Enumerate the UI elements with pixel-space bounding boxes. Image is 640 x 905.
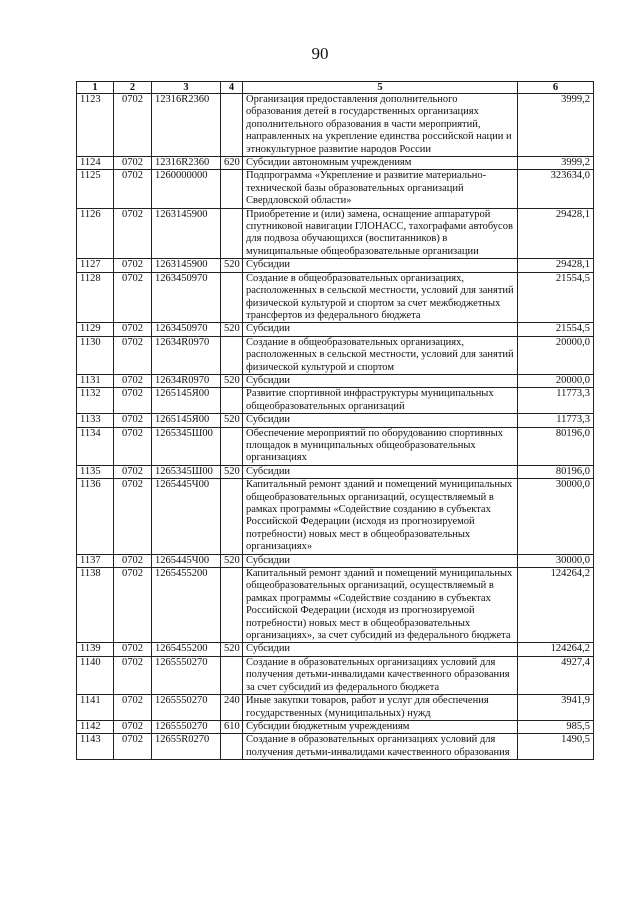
section-code-cell: 0702 [114, 720, 152, 733]
amount-cell: 30000,0 [518, 479, 594, 554]
item-name-cell: Субсидии бюджетным учреждениям [243, 720, 518, 733]
item-name-cell: Обеспечение мероприятий по оборудованию спортивных площадок в муниципальных общеобразовательных организациях [243, 427, 518, 465]
table-row [77, 259, 594, 272]
table-row [77, 643, 594, 656]
expense-kind-cell: 520 [221, 323, 243, 336]
table-row [77, 208, 594, 259]
target-article-cell: 1265550270 [152, 720, 221, 733]
section-code-cell: 0702 [114, 272, 152, 323]
amount-cell: 3999,2 [518, 157, 594, 170]
target-article-cell: 1265550270 [152, 695, 221, 721]
expense-kind-cell [221, 272, 243, 323]
target-article-cell: 1260000000 [152, 170, 221, 208]
section-code-cell: 0702 [114, 643, 152, 656]
row-number-cell: 1130 [77, 336, 114, 374]
target-article-cell: 1263450970 [152, 323, 221, 336]
table-row [77, 414, 594, 427]
row-number-cell: 1140 [77, 656, 114, 694]
item-name-cell: Субсидии [243, 374, 518, 387]
row-number-cell: 1136 [77, 479, 114, 554]
section-code-cell: 0702 [114, 388, 152, 414]
amount-cell: 124264,2 [518, 643, 594, 656]
item-name-cell: Создание в общеобразовательных организациях, расположенных в сельской местности, условий для занятий физической культурой и спортом за счет межбюджетных трансфертов из федерального бюджета [243, 272, 518, 323]
amount-cell: 21554,5 [518, 323, 594, 336]
section-code-cell: 0702 [114, 259, 152, 272]
section-code-cell: 0702 [114, 336, 152, 374]
expense-kind-cell: 520 [221, 643, 243, 656]
target-article-cell: 12634R0970 [152, 336, 221, 374]
target-article-cell: 1265345Ш00 [152, 427, 221, 465]
section-code-cell: 0702 [114, 374, 152, 387]
table-row [77, 734, 594, 760]
expense-kind-cell [221, 208, 243, 259]
expense-kind-cell [221, 427, 243, 465]
item-name-cell: Капитальный ремонт зданий и помещений муниципальных общеобразовательных организаций, осуществляемый в рамках программы «Содействие созданию в субъектах Российской Федерации (исходя из прогнозируемой потребности) новых мест в общеобразовательных организациях» [243, 479, 518, 554]
column-header: 5 [243, 82, 518, 94]
amount-cell: 29428,1 [518, 259, 594, 272]
section-code-cell: 0702 [114, 427, 152, 465]
table-row [77, 695, 594, 721]
target-article-cell: 1265455200 [152, 568, 221, 643]
expense-kind-cell: 520 [221, 374, 243, 387]
row-number-cell: 1132 [77, 388, 114, 414]
target-article-cell: 1265455200 [152, 643, 221, 656]
table-row [77, 554, 594, 567]
amount-cell: 20000,0 [518, 374, 594, 387]
row-number-cell: 1139 [77, 643, 114, 656]
item-name-cell: Развитие спортивной инфраструктуры муниципальных общеобразовательных организаций [243, 388, 518, 414]
amount-cell: 21554,5 [518, 272, 594, 323]
row-number-cell: 1125 [77, 170, 114, 208]
amount-cell: 1490,5 [518, 734, 594, 760]
section-code-cell: 0702 [114, 695, 152, 721]
row-number-cell: 1124 [77, 157, 114, 170]
row-number-cell: 1135 [77, 465, 114, 478]
amount-cell: 80196,0 [518, 427, 594, 465]
item-name-cell: Субсидии [243, 414, 518, 427]
expense-kind-cell: 610 [221, 720, 243, 733]
target-article-cell: 12634R0970 [152, 374, 221, 387]
item-name-cell: Приобретение и (или) замена, оснащение аппаратурой спутниковой навигации ГЛОНАСС, тахографами автобусов для подвоза обучающихся (воспитанников) в муниципальные общеобразовательные организации [243, 208, 518, 259]
table-row [77, 568, 594, 643]
table-row [77, 720, 594, 733]
column-header: 3 [152, 82, 221, 94]
column-header: 6 [518, 82, 594, 94]
amount-cell: 80196,0 [518, 465, 594, 478]
expense-kind-cell: 520 [221, 259, 243, 272]
target-article-cell: 1263145900 [152, 259, 221, 272]
table-header-row [77, 82, 594, 94]
row-number-cell: 1126 [77, 208, 114, 259]
section-code-cell: 0702 [114, 94, 152, 157]
section-code-cell: 0702 [114, 208, 152, 259]
target-article-cell: 12655R0270 [152, 734, 221, 760]
table-row [77, 479, 594, 554]
amount-cell: 323634,0 [518, 170, 594, 208]
expense-kind-cell [221, 656, 243, 694]
table-row [77, 272, 594, 323]
item-name-cell: Создание в образовательных организациях условий для получения детьми-инвалидами качественного образования [243, 734, 518, 760]
column-header: 4 [221, 82, 243, 94]
row-number-cell: 1128 [77, 272, 114, 323]
target-article-cell: 1265145Я00 [152, 388, 221, 414]
table-row [77, 656, 594, 694]
row-number-cell: 1138 [77, 568, 114, 643]
expense-kind-cell [221, 479, 243, 554]
table-body [77, 94, 594, 760]
table-row [77, 388, 594, 414]
row-number-cell: 1127 [77, 259, 114, 272]
amount-cell: 11773,3 [518, 414, 594, 427]
expense-kind-cell [221, 388, 243, 414]
item-name-cell: Создание в общеобразовательных организациях, расположенных в сельской местности, условий для занятий физической культурой и спортом [243, 336, 518, 374]
target-article-cell: 12316R2360 [152, 94, 221, 157]
expense-kind-cell [221, 94, 243, 157]
table-row [77, 170, 594, 208]
section-code-cell: 0702 [114, 568, 152, 643]
expense-kind-cell [221, 568, 243, 643]
expense-kind-cell [221, 170, 243, 208]
section-code-cell: 0702 [114, 656, 152, 694]
row-number-cell: 1143 [77, 734, 114, 760]
row-number-cell: 1137 [77, 554, 114, 567]
section-code-cell: 0702 [114, 479, 152, 554]
column-header: 1 [77, 82, 114, 94]
table-row [77, 336, 594, 374]
row-number-cell: 1133 [77, 414, 114, 427]
expense-kind-cell: 240 [221, 695, 243, 721]
target-article-cell: 1265445Ч00 [152, 479, 221, 554]
item-name-cell: Организация предоставления дополнительного образования детей в государственных организациях дополнительного образования в части мероприятий, направленных на укрепление единства российской нации и этнокультурное развитие народов России [243, 94, 518, 157]
target-article-cell: 12316R2360 [152, 157, 221, 170]
amount-cell: 4927,4 [518, 656, 594, 694]
item-name-cell: Субсидии [243, 259, 518, 272]
section-code-cell: 0702 [114, 323, 152, 336]
section-code-cell: 0702 [114, 170, 152, 208]
page-number: 90 [311, 44, 329, 63]
target-article-cell: 1263145900 [152, 208, 221, 259]
expense-kind-cell: 520 [221, 414, 243, 427]
row-number-cell: 1134 [77, 427, 114, 465]
amount-cell: 3999,2 [518, 94, 594, 157]
item-name-cell: Субсидии автономным учреждениям [243, 157, 518, 170]
section-code-cell: 0702 [114, 465, 152, 478]
expense-kind-cell: 520 [221, 465, 243, 478]
row-number-cell: 1142 [77, 720, 114, 733]
table-row [77, 374, 594, 387]
item-name-cell: Иные закупки товаров, работ и услуг для обеспечения государственных (муниципальных) нужд [243, 695, 518, 721]
target-article-cell: 1263450970 [152, 272, 221, 323]
amount-cell: 30000,0 [518, 554, 594, 567]
amount-cell: 11773,3 [518, 388, 594, 414]
expense-kind-cell [221, 734, 243, 760]
target-article-cell: 1265145Я00 [152, 414, 221, 427]
target-article-cell: 1265550270 [152, 656, 221, 694]
table-row [77, 323, 594, 336]
table-row [77, 157, 594, 170]
item-name-cell: Подпрограмма «Укрепление и развитие материально-технической базы образовательных организаций Свердловской области» [243, 170, 518, 208]
section-code-cell: 0702 [114, 414, 152, 427]
amount-cell: 29428,1 [518, 208, 594, 259]
amount-cell: 985,5 [518, 720, 594, 733]
section-code-cell: 0702 [114, 554, 152, 567]
row-number-cell: 1123 [77, 94, 114, 157]
budget-table [76, 81, 594, 760]
table-row [77, 427, 594, 465]
amount-cell: 3941,9 [518, 695, 594, 721]
amount-cell: 20000,0 [518, 336, 594, 374]
row-number-cell: 1129 [77, 323, 114, 336]
expense-kind-cell: 520 [221, 554, 243, 567]
table-row [77, 465, 594, 478]
item-name-cell: Субсидии [243, 323, 518, 336]
item-name-cell: Субсидии [243, 554, 518, 567]
expense-kind-cell [221, 336, 243, 374]
item-name-cell: Капитальный ремонт зданий и помещений муниципальных общеобразовательных организаций, осуществляемый в рамках программы «Содействие созданию в субъектах Российской Федерации (исходя из прогнозируемой потребности) новых мест в общеобразовательных организациях», за счет субсидий из федерального бюджета [243, 568, 518, 643]
item-name-cell: Субсидии [243, 465, 518, 478]
row-number-cell: 1141 [77, 695, 114, 721]
section-code-cell: 0702 [114, 734, 152, 760]
table-row [77, 94, 594, 157]
column-header: 2 [114, 82, 152, 94]
item-name-cell: Создание в образовательных организациях условий для получения детьми-инвалидами качественного образования за счет субсидий из федерального бюджета [243, 656, 518, 694]
target-article-cell: 1265345Ш00 [152, 465, 221, 478]
section-code-cell: 0702 [114, 157, 152, 170]
expense-kind-cell: 620 [221, 157, 243, 170]
item-name-cell: Субсидии [243, 643, 518, 656]
row-number-cell: 1131 [77, 374, 114, 387]
target-article-cell: 1265445Ч00 [152, 554, 221, 567]
amount-cell: 124264,2 [518, 568, 594, 643]
